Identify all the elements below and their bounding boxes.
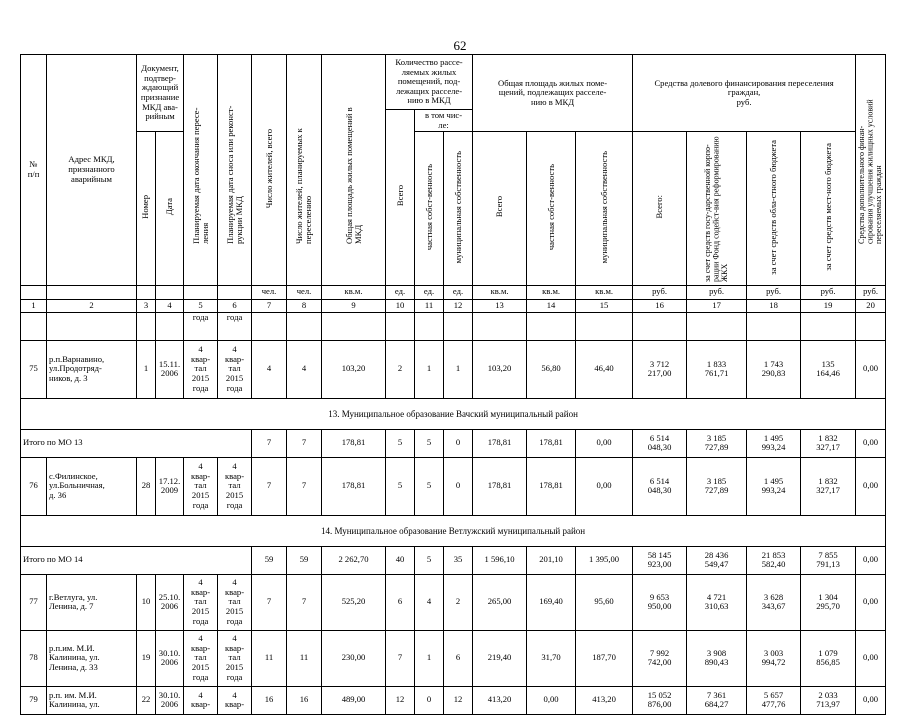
row-area-all: 413,20 <box>473 686 527 714</box>
header-fin-regional: за счет средств обла-стного бюджета <box>747 132 801 286</box>
row-fin-fund: 7 361 684,27 <box>687 686 747 714</box>
row-area: 230,00 <box>322 630 386 686</box>
continued-row <box>21 312 886 340</box>
row-end-date: 4 квар- тал 2015 года <box>184 574 218 630</box>
row-end-date: 4 квар- тал 2015 года <box>184 630 218 686</box>
total-fin-local: 1 832 327,17 <box>801 429 856 457</box>
row-doc-date: 30.10. 2006 <box>156 686 184 714</box>
unit-cell: кв.м. <box>527 285 576 299</box>
header-doc-date: Дата <box>156 132 184 286</box>
row-area-private: 31,70 <box>527 630 576 686</box>
row-demolish: 4 квар- <box>218 686 252 714</box>
total-fin-fund: 28 436 549,47 <box>687 546 747 574</box>
row-area-all: 265,00 <box>473 574 527 630</box>
continued-demolish: года <box>218 312 252 340</box>
row-doc-date: 25.10. 2006 <box>156 574 184 630</box>
unit-cell: чел. <box>252 285 287 299</box>
row-area-private: 169,40 <box>527 574 576 630</box>
total-area-private: 201,10 <box>527 546 576 574</box>
section-title: 14. Муниципальное образование Ветлужский муниципальный район <box>21 515 886 546</box>
header-fin-all: Всего: <box>633 132 687 286</box>
row-area: 489,00 <box>322 686 386 714</box>
unit-cell: кв.м. <box>473 285 527 299</box>
header-count-all: Всего <box>386 110 415 286</box>
unit-cell: чел. <box>287 285 322 299</box>
row-fin-all: 7 992 742,00 <box>633 630 687 686</box>
column-number: 14 <box>527 299 576 312</box>
page-number: 62 <box>453 38 467 53</box>
unit-cell: руб. <box>856 285 886 299</box>
total-row <box>21 546 886 574</box>
row-count-municipal: 2 <box>444 574 473 630</box>
total-area: 178,81 <box>322 429 386 457</box>
row-address: р.п.Варнавино, ул.Продотряд- ников, д. 3 <box>47 340 137 398</box>
row-resettled: 4 <box>287 340 322 398</box>
unit-cell <box>21 285 47 299</box>
column-number: 13 <box>473 299 527 312</box>
row-fin-additional: 0,00 <box>856 457 886 515</box>
unit-cell: кв.м. <box>576 285 633 299</box>
total-count-all: 5 <box>386 429 415 457</box>
row-fin-additional: 0,00 <box>856 340 886 398</box>
header-finance-group: Средства долевого финансирования переселения граждан, руб. <box>633 55 856 132</box>
total-area-all: 1 596,10 <box>473 546 527 574</box>
column-number: 5 <box>184 299 218 312</box>
total-fin-all: 6 514 048,30 <box>633 429 687 457</box>
header-area: Общая площадь жилых помещений в МКД <box>322 55 386 286</box>
column-number: 15 <box>576 299 633 312</box>
total-area: 2 262,70 <box>322 546 386 574</box>
column-number: 8 <box>287 299 322 312</box>
row-count-all: 5 <box>386 457 415 515</box>
total-count-municipal: 35 <box>444 546 473 574</box>
row-fin-fund: 4 721 310,63 <box>687 574 747 630</box>
row-number: 79 <box>21 686 47 714</box>
total-count-municipal: 0 <box>444 429 473 457</box>
row-fin-regional: 3 628 343,67 <box>747 574 801 630</box>
column-number: 6 <box>218 299 252 312</box>
unit-cell: руб. <box>747 285 801 299</box>
row-fin-regional: 5 657 477,76 <box>747 686 801 714</box>
column-numbers-row <box>21 299 886 312</box>
header-fin-local: за счет средств мест-ного бюджета <box>801 132 856 286</box>
row-area-private: 0,00 <box>527 686 576 714</box>
units-row <box>21 285 886 299</box>
header-demolish-date: Планируемая дата сноса или реконст-рукции МКД <box>218 55 252 286</box>
row-count-private: 0 <box>415 686 444 714</box>
total-fin-regional: 1 495 993,24 <box>747 429 801 457</box>
row-resettled: 7 <box>287 457 322 515</box>
column-number: 11 <box>415 299 444 312</box>
table-row <box>21 630 886 686</box>
row-fin-local: 2 033 713,97 <box>801 686 856 714</box>
column-number: 1 <box>21 299 47 312</box>
total-fin-all: 58 145 923,00 <box>633 546 687 574</box>
row-doc-number: 1 <box>137 340 156 398</box>
header-count-municipal: муниципальная собственность <box>444 132 473 286</box>
column-number: 19 <box>801 299 856 312</box>
row-end-date: 4 квар- <box>184 686 218 714</box>
header-area-municipal: муниципальная собственность <box>576 132 633 286</box>
row-area-municipal: 46,40 <box>576 340 633 398</box>
header-document: Документ, подтвер- ждающий признание МКД ава- рийным <box>137 55 184 132</box>
total-label: Итого по МО 13 <box>21 429 252 457</box>
total-area-municipal: 1 395,00 <box>576 546 633 574</box>
table-row <box>21 457 886 515</box>
row-fin-local: 1 079 856,85 <box>801 630 856 686</box>
row-fin-local: 1 832 327,17 <box>801 457 856 515</box>
total-residents: 59 <box>252 546 287 574</box>
row-doc-number: 19 <box>137 630 156 686</box>
unit-cell: кв.м. <box>322 285 386 299</box>
header-address: Адрес МКД, признанного аварийным <box>47 55 137 286</box>
row-area: 525,20 <box>322 574 386 630</box>
row-number: 76 <box>21 457 47 515</box>
row-count-municipal: 6 <box>444 630 473 686</box>
row-area-private: 56,80 <box>527 340 576 398</box>
unit-cell <box>137 285 156 299</box>
row-area-municipal: 0,00 <box>576 457 633 515</box>
row-area: 178,81 <box>322 457 386 515</box>
row-count-private: 1 <box>415 630 444 686</box>
unit-cell: ед. <box>444 285 473 299</box>
row-area-municipal: 413,20 <box>576 686 633 714</box>
row-fin-all: 15 052 876,00 <box>633 686 687 714</box>
total-count-private: 5 <box>415 429 444 457</box>
row-count-all: 7 <box>386 630 415 686</box>
row-area-municipal: 95,60 <box>576 574 633 630</box>
column-number: 4 <box>156 299 184 312</box>
row-residents: 11 <box>252 630 287 686</box>
row-residents: 4 <box>252 340 287 398</box>
row-fin-all: 9 653 950,00 <box>633 574 687 630</box>
header-area-all: Всего <box>473 132 527 286</box>
column-number: 18 <box>747 299 801 312</box>
table-row <box>21 340 886 398</box>
row-doc-number: 10 <box>137 574 156 630</box>
row-address: г.Ветлуга, ул. Ленина, д. 7 <box>47 574 137 630</box>
total-count-private: 5 <box>415 546 444 574</box>
section-header <box>21 398 886 429</box>
total-label: Итого по МО 14 <box>21 546 252 574</box>
row-fin-additional: 0,00 <box>856 574 886 630</box>
column-number: 12 <box>444 299 473 312</box>
total-area-all: 178,81 <box>473 429 527 457</box>
header-end-date: Планируемая дата окончания пересе-ления <box>184 55 218 286</box>
row-residents: 7 <box>252 574 287 630</box>
row-fin-local: 1 304 295,70 <box>801 574 856 630</box>
total-residents: 7 <box>252 429 287 457</box>
unit-cell: руб. <box>687 285 747 299</box>
unit-cell <box>218 285 252 299</box>
row-number: 78 <box>21 630 47 686</box>
row-fin-regional: 1 495 993,24 <box>747 457 801 515</box>
row-area-private: 178,81 <box>527 457 576 515</box>
header-residents: Число жителей, всего <box>252 55 287 286</box>
row-demolish: 4 квар- тал 2015 года <box>218 340 252 398</box>
total-row <box>21 429 886 457</box>
row-resettled: 16 <box>287 686 322 714</box>
continued-end-date: года <box>184 312 218 340</box>
total-fin-additional: 0,00 <box>856 429 886 457</box>
column-number: 17 <box>687 299 747 312</box>
row-number: 75 <box>21 340 47 398</box>
unit-cell <box>184 285 218 299</box>
row-address: с.Филинское, ул.Больничная, д. 36 <box>47 457 137 515</box>
row-end-date: 4 квар- тал 2015 года <box>184 457 218 515</box>
row-residents: 16 <box>252 686 287 714</box>
row-number: 77 <box>21 574 47 630</box>
total-fin-fund: 3 185 727,89 <box>687 429 747 457</box>
column-number: 10 <box>386 299 415 312</box>
header-resettled: Число жителей, планируемых к переселению <box>287 55 322 286</box>
row-count-all: 2 <box>386 340 415 398</box>
row-area-municipal: 187,70 <box>576 630 633 686</box>
header-additional: Средства дополнительного финан-сирования улучшения жилищных условий переселяемых граждан <box>856 55 886 286</box>
resettlement-table <box>20 54 886 715</box>
header-area-group: Общая площадь жилых поме- щений, подлежащих расселе- нию в МКД <box>473 55 633 132</box>
row-resettled: 7 <box>287 574 322 630</box>
column-number: 20 <box>856 299 886 312</box>
row-fin-local: 135 164,46 <box>801 340 856 398</box>
header-count-group: Количество рассе- ляемых жилых помещений, под- лежащих расселе- нию в МКД <box>386 55 473 110</box>
column-number: 9 <box>322 299 386 312</box>
column-number: 7 <box>252 299 287 312</box>
row-count-municipal: 12 <box>444 686 473 714</box>
unit-cell: руб. <box>633 285 687 299</box>
row-area-all: 178,81 <box>473 457 527 515</box>
header-doc-number: Номер <box>137 132 156 286</box>
unit-cell: руб. <box>801 285 856 299</box>
column-number: 16 <box>633 299 687 312</box>
row-area-all: 103,20 <box>473 340 527 398</box>
header-number: № п/п <box>21 55 47 286</box>
row-count-private: 4 <box>415 574 444 630</box>
row-fin-regional: 3 003 994,72 <box>747 630 801 686</box>
row-address: р.п.им. М.И. Калинина, ул. Ленина, д. 33 <box>47 630 137 686</box>
row-resettled: 11 <box>287 630 322 686</box>
table-row <box>21 574 886 630</box>
row-doc-date: 15.11. 2006 <box>156 340 184 398</box>
row-address: р.п. им. М.И. Калинина, ул. <box>47 686 137 714</box>
section-header <box>21 515 886 546</box>
row-count-all: 12 <box>386 686 415 714</box>
header-area-private: частная собст-венность <box>527 132 576 286</box>
row-demolish: 4 квар- тал 2015 года <box>218 457 252 515</box>
row-fin-additional: 0,00 <box>856 686 886 714</box>
row-fin-fund: 3 908 890,43 <box>687 630 747 686</box>
total-area-private: 178,81 <box>527 429 576 457</box>
unit-cell <box>47 285 137 299</box>
table-row <box>21 686 886 714</box>
row-count-municipal: 0 <box>444 457 473 515</box>
row-doc-number: 28 <box>137 457 156 515</box>
row-doc-date: 30.10. 2006 <box>156 630 184 686</box>
row-doc-number: 22 <box>137 686 156 714</box>
row-fin-regional: 1 743 290,83 <box>747 340 801 398</box>
row-fin-all: 3 712 217,00 <box>633 340 687 398</box>
row-fin-additional: 0,00 <box>856 630 886 686</box>
row-fin-fund: 3 185 727,89 <box>687 457 747 515</box>
unit-cell <box>156 285 184 299</box>
total-count-all: 40 <box>386 546 415 574</box>
row-area-all: 219,40 <box>473 630 527 686</box>
unit-cell: ед. <box>386 285 415 299</box>
column-number: 3 <box>137 299 156 312</box>
section-title: 13. Муниципальное образование Вачский муниципальный район <box>21 398 886 429</box>
column-number: 2 <box>47 299 137 312</box>
row-end-date: 4 квар- тал 2015 года <box>184 340 218 398</box>
header-fin-fund: за счет средств госу-дарственной корпо-рации Фонд содейст-вия реформированию ЖКХ <box>687 132 747 286</box>
row-fin-fund: 1 833 761,71 <box>687 340 747 398</box>
row-residents: 7 <box>252 457 287 515</box>
row-count-all: 6 <box>386 574 415 630</box>
row-doc-date: 17.12. 2009 <box>156 457 184 515</box>
header-count-sub: в том чис- ле: <box>415 110 473 132</box>
row-count-private: 1 <box>415 340 444 398</box>
total-resettled: 7 <box>287 429 322 457</box>
total-area-municipal: 0,00 <box>576 429 633 457</box>
total-fin-regional: 21 853 582,40 <box>747 546 801 574</box>
total-fin-local: 7 855 791,13 <box>801 546 856 574</box>
row-count-private: 5 <box>415 457 444 515</box>
row-fin-all: 6 514 048,30 <box>633 457 687 515</box>
unit-cell: ед. <box>415 285 444 299</box>
row-demolish: 4 квар- тал 2015 года <box>218 574 252 630</box>
total-fin-additional: 0,00 <box>856 546 886 574</box>
row-demolish: 4 квар- тал 2015 года <box>218 630 252 686</box>
row-count-municipal: 1 <box>444 340 473 398</box>
total-resettled: 59 <box>287 546 322 574</box>
header-count-private: частная собст-венность <box>415 132 444 286</box>
row-area: 103,20 <box>322 340 386 398</box>
